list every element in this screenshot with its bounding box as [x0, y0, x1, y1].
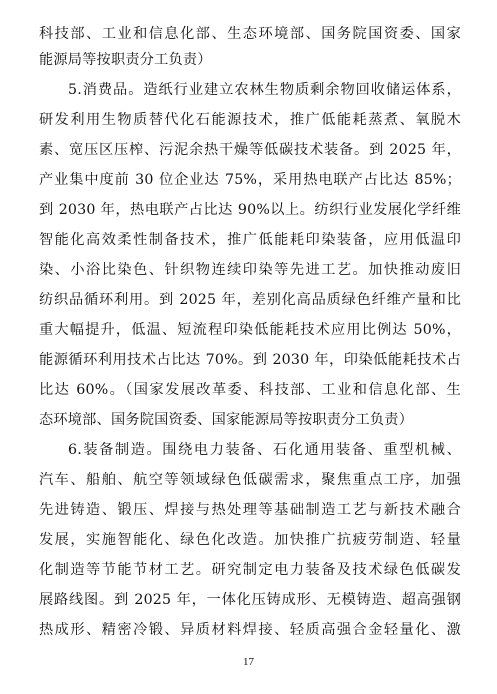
text-line-19: 化制造等节能节材工艺。研究制定电力装备及技术绿色低碳发 — [39, 562, 461, 578]
text-line-16: 汽车、船舶、航空等领域绿色低碳需求，聚焦重点工序，加强 — [39, 472, 461, 488]
page-number: 17 — [243, 656, 254, 668]
text-line-7: 到 2030 年，热电联产占比达 90%以上。纺织行业发展化学纤维 — [39, 202, 461, 218]
text-line-17: 先进铸造、锻压、焊接与热处理等基础制造工艺与新技术融合 — [39, 502, 461, 518]
text-line-13: 比达 60%。（国家发展改革委、科技部、工业和信息化部、生 — [39, 382, 461, 398]
paragraph-consumer-goods-first-line: 5.消费品。造纸行业建立农林生物质剩余物回收储运体系， — [68, 82, 461, 98]
text-line-4: 研发利用生物质替代化石能源技术，推广低能耗蒸煮、氧脱木 — [39, 112, 461, 128]
text-line-1: 科技部、工业和信息化部、生态环境部、国务院国资委、国家 — [39, 26, 461, 42]
text-line-10: 纺织品循环利用。到 2025 年，差别化高品质绿色纤维产量和比 — [39, 292, 461, 308]
text-line-9: 染、小浴比染色、针织物连续印染等先进工艺。加快推动废旧 — [39, 262, 461, 278]
text-line-18: 发展，实施智能化、绿色化改造。加快推广抗疲劳制造、轻量 — [39, 532, 461, 548]
text-line-21: 热成形、精密冷锻、异质材料焊接、轻质高强合金轻量化、激 — [39, 622, 461, 638]
text-line-5: 素、宽压区压榨、污泥余热干燥等低碳技术装备。到 2025 年， — [39, 142, 461, 158]
text-line-8: 智能化高效柔性制备技术，推广低能耗印染装备，应用低温印 — [39, 232, 461, 248]
text-line-12: 能源循环利用技术占比达 70%。到 2030 年，印染低能耗技术占 — [39, 352, 461, 368]
text-line-6: 产业集中度前 30 位企业达 75%，采用热电联产占比达 85%； — [39, 172, 461, 188]
paragraph-equipment-manufacturing-first-line: 6.装备制造。围绕电力装备、石化通用装备、重型机械、 — [68, 442, 461, 458]
text-line-20: 展路线图。到 2025 年，一体化压铸成形、无模铸造、超高强钢 — [39, 592, 461, 608]
text-line-2: 能源局等按职责分工负责） — [39, 52, 212, 68]
text-line-11: 重大幅提升，低温、短流程印染低能耗技术应用比例达 50%， — [39, 322, 461, 338]
text-line-14: 态环境部、国务院国资委、国家能源局等按职责分工负责） — [39, 412, 414, 428]
